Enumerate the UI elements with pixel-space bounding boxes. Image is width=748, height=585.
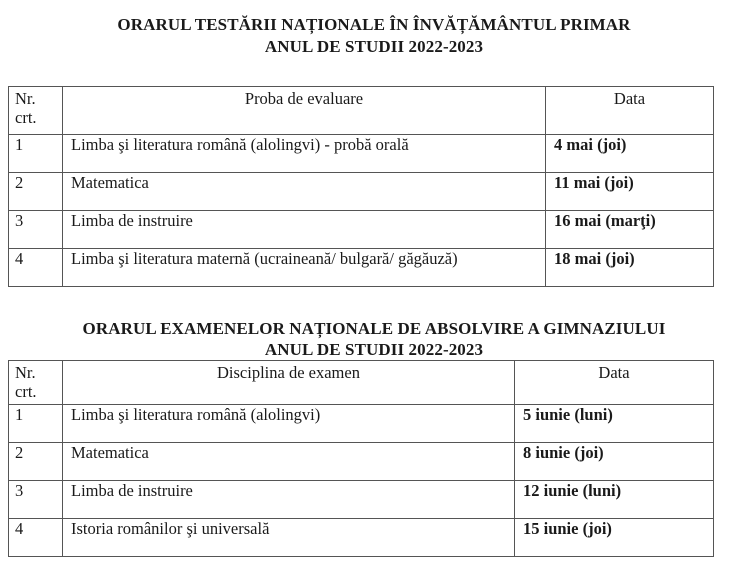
table-row (9, 135, 714, 173)
row-date: 11 mai (joi) (546, 173, 714, 211)
row-number: 3 (9, 211, 63, 249)
table-row (9, 519, 714, 557)
gymnasium-exam-schedule-table (8, 360, 714, 557)
row-number: 2 (9, 443, 63, 481)
row-number: 1 (9, 405, 63, 443)
row-subject: Matematica (63, 173, 546, 211)
table-row (9, 405, 714, 443)
nr-header-line2: crt. (15, 382, 37, 401)
nr-crt-header (9, 361, 63, 405)
row-subject: Matematica (63, 443, 515, 481)
section1-title-line2: ANUL DE STUDII 2022-2023 (264, 37, 484, 56)
row-number: 3 (9, 481, 63, 519)
row-number: 1 (9, 135, 63, 173)
subject-header: Disciplina de examen (63, 361, 515, 405)
primary-testing-schedule-table (8, 86, 714, 287)
table-header-row (9, 361, 714, 405)
table-row (9, 211, 714, 249)
table-row (9, 481, 714, 519)
row-date: 16 mai (marţi) (546, 211, 714, 249)
row-subject: Limba şi literatura română (alolingvi) - probă orală (63, 135, 546, 173)
row-number: 4 (9, 249, 63, 287)
row-subject: Limba şi literatura maternă (ucraineană/ bulgară/ găgăuză) (63, 249, 546, 287)
nr-header-line2: crt. (15, 108, 37, 127)
table-row (9, 443, 714, 481)
subject-header: Proba de evaluare (63, 87, 546, 135)
section2-title-line2: ANUL DE STUDII 2022-2023 (264, 340, 484, 359)
row-subject: Limba şi literatura română (alolingvi) (63, 405, 515, 443)
nr-header-line1: Nr. (15, 89, 36, 108)
row-number: 4 (9, 519, 63, 557)
date-header: Data (546, 87, 714, 135)
row-date: 18 mai (joi) (546, 249, 714, 287)
row-date: 4 mai (joi) (546, 135, 714, 173)
table-row (9, 249, 714, 287)
section2-title-line1: ORARUL EXAMENELOR NAȚIONALE DE ABSOLVIRE A GIMNAZIULUI (82, 319, 666, 338)
row-subject: Limba de instruire (63, 211, 546, 249)
section1-title-line1: ORARUL TESTĂRII NAȚIONALE ÎN ÎNVĂȚĂMÂNTUL PRIMAR (117, 15, 631, 34)
row-subject: Limba de instruire (63, 481, 515, 519)
date-header: Data (515, 361, 714, 405)
row-subject: Istoria românilor şi universală (63, 519, 515, 557)
row-date: 15 iunie (joi) (515, 519, 714, 557)
nr-crt-header (9, 87, 63, 135)
row-number: 2 (9, 173, 63, 211)
row-date: 8 iunie (joi) (515, 443, 714, 481)
table-row (9, 173, 714, 211)
nr-header-line1: Nr. (15, 363, 36, 382)
table-header-row (9, 87, 714, 135)
row-date: 12 iunie (luni) (515, 481, 714, 519)
row-date: 5 iunie (luni) (515, 405, 714, 443)
